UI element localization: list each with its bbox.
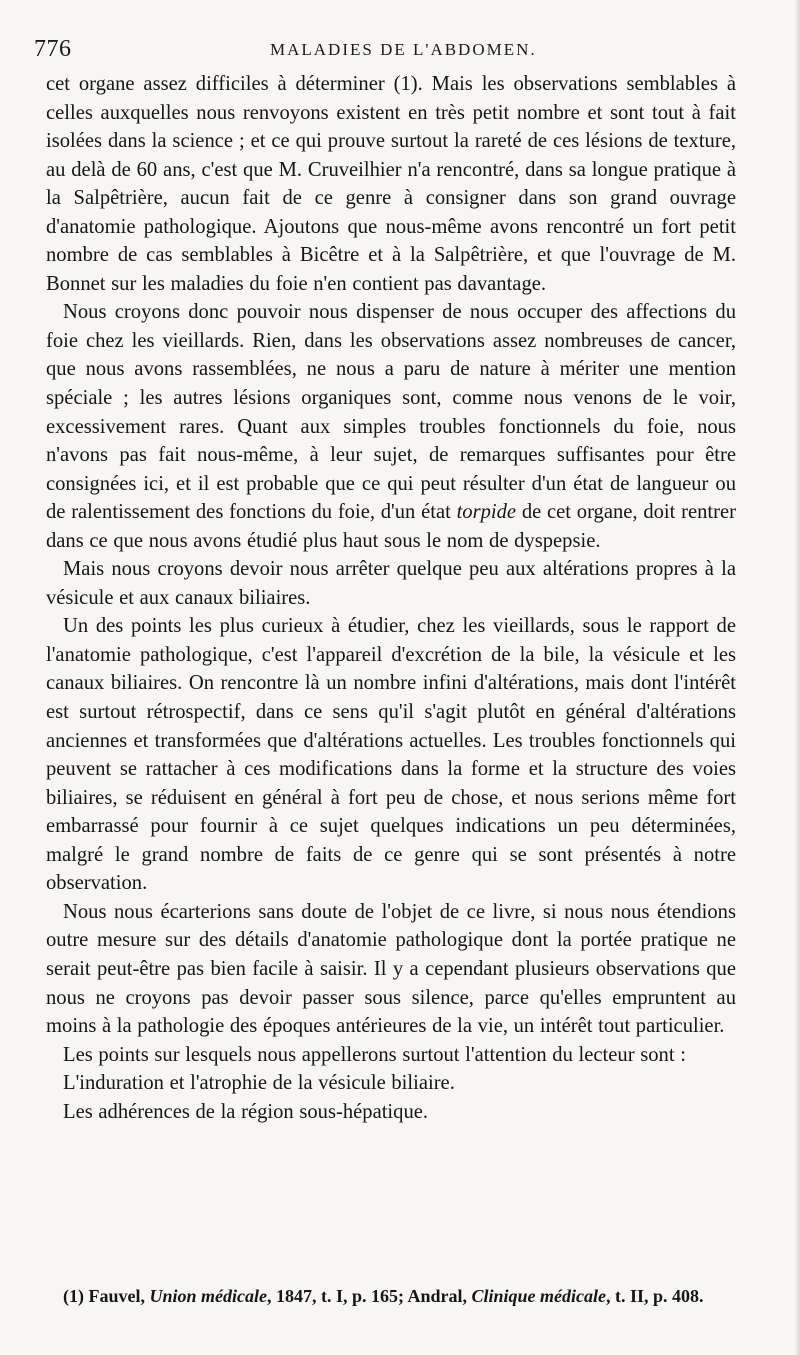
paragraph-3: Mais nous croyons devoir nous arrêter quelque peu aux altérations propres à la vésicule et aux canaux biliaires. [46,558,736,609]
paragraph-2-text-end: de cet organe, doit rentrer dans ce que nous avons étudié plus haut sous le nom de dyspepsie. [46,501,736,552]
page-number: 776 [34,36,72,62]
running-head: MALADIES DE L'ABDOMEN. [270,40,537,59]
footnotes [46,1283,736,1310]
italic-term: torpide [456,501,517,524]
footnote-journal: Union médicale [149,1286,267,1306]
footnote-1 [46,1283,736,1310]
page-header [34,36,734,66]
paragraph-2 [46,298,736,555]
footnote-book: Clinique médicale [471,1286,607,1306]
footnote-end: , t. II, p. 408. [606,1286,704,1306]
paragraph-5: Nous nous écarterions sans doute de l'objet de ce livre, si nous nous étendions outre mesure sur des détails d'anatomie pathologique dont la portée pratique ne serait peut-être pas bien facile à saisir. Il y a cependant plusieurs observations que nous ne croyons pas devoir passer sous silence, parce qu'elles empruntent au moins à la pathologie des époques antérieures de la vie, un intérêt tout particulier. [46,900,736,1038]
page-edge-shadow [794,0,800,1355]
paragraph-6: Les points sur lesquels nous appellerons surtout l'attention du lecteur sont : [63,1043,686,1066]
footnote-middle: , 1847, t. I, p. 165; Andral, [266,1286,472,1306]
list-item-adherences: Les adhérences de la région sous-hépatique. [63,1100,429,1123]
list-item-induration: L'induration et l'atrophie de la vésicule biliaire. [63,1072,455,1095]
footnote-marker: (1) Fauvel, [63,1286,150,1306]
body-text [46,70,736,1126]
paragraph-4: Un des points les plus curieux à étudier, chez les vieillards, sous le rapport de l'anatomie pathologique, c'est l'appareil d'excrétion de la bile, la vésicule et les canaux biliaires. On rencontre là un nombre infini d'altérations, mais dont l'intérêt est surtout rétrospectif, dans ce sens qu'il s'agit plutôt en général d'altérations anciennes et transformées que d'altérations actuelles. Les troubles fonctionnels qui peuvent se rattacher à ces modifications dans la forme et la structure des voies biliaires, se réduisent en général à fort peu de chose, et nous serions même fort embarrassé pour fournir à ce sujet quelques indications un peu déterminées, malgré le grand nombre de faits de ce genre qui se sont présentés à notre observation. [46,615,736,895]
paragraph-1: cet organe assez difficiles à déterminer (1). Mais les observations semblables à celles auxquelles nous renvoyons existent en très petit nombre et sont tout à fait isolées dans la science ; et ce qui prouve surtout la rareté de ces lésions de texture, au delà de 60 ans, c'est que M. Cruveilhier n'a rencontré, dans sa longue pratique à la Salpêtrière, aucun fait de ce genre à consigner dans son grand ouvrage d'anatomie pathologique. Ajoutons que nous-même avons rencontré un fort petit nombre de cas semblables à Bicêtre et à la Salpêtrière, et que l'ouvrage de M. Bonnet sur les maladies du foie n'en contient pas davantage. [46,73,736,295]
paragraph-2-text: Nous croyons donc pouvoir nous dispenser de nous occuper des affections du foie chez les vieillards. Rien, dans les observations assez nombreuses de cancer, que nous avons rassemblées, ne nous a paru de nature à mériter une mention spéciale ; les autres lésions organiques sont, comme nous venons de le voir, excessivement rares. Quant aux simples troubles fonctionnels du foie, nous n'avons pas fait nous-même, à leur sujet, de remarques suffisantes pour être consignées ici, et il est probable que ce qui peut résulter d'un état de langueur ou de ralentissement des fonctions du foie, d'un état [46,301,736,524]
